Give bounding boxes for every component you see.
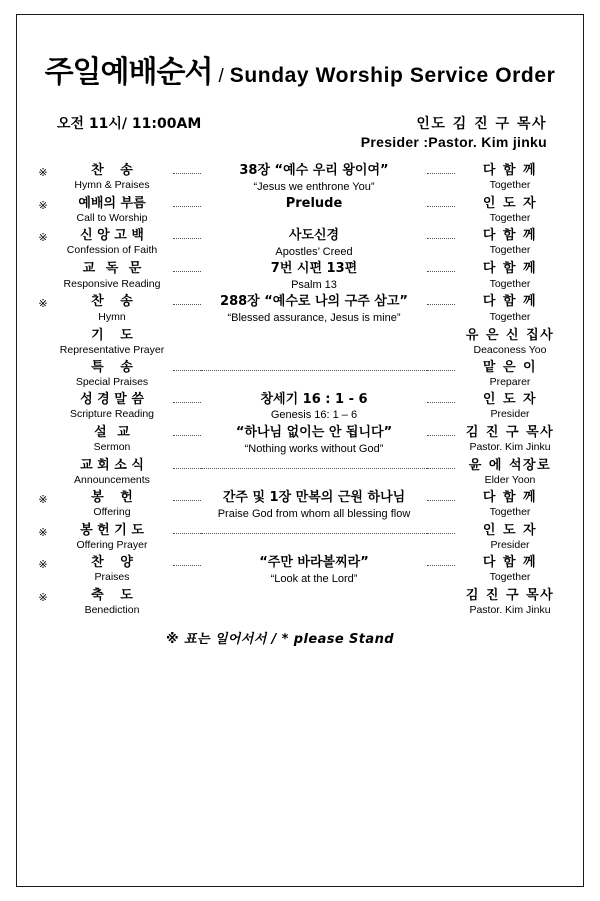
participant-korean: 인 도 자: [482, 391, 538, 407]
participant-english: Together: [489, 212, 531, 225]
order-detail-korean: “주만 바라볼찌라”: [259, 554, 369, 570]
order-item: [51, 328, 173, 358]
order-participant: [455, 555, 565, 585]
order-participant: [455, 228, 565, 258]
service-meta: [35, 113, 565, 157]
stand-marker-icon: [35, 360, 51, 364]
participant-english: Presider: [490, 539, 530, 552]
leader-dots: [173, 555, 201, 566]
order-item-korean: 예배의 부름: [78, 196, 146, 212]
participant-korean: 인 도 자: [482, 196, 538, 212]
order-row: [35, 523, 565, 553]
order-detail-korean: 사도신경: [288, 228, 340, 244]
order-row: [35, 490, 565, 521]
presider-korean: 인도 김 진 구 목사: [416, 116, 547, 132]
document-title: [35, 47, 565, 91]
participant-korean: 김 진 구 목사: [465, 424, 555, 440]
order-row: [35, 228, 565, 259]
order-item-english: Sermon: [93, 440, 131, 453]
order-detail-korean: 창세기 16 : 1 - 6: [260, 391, 368, 407]
order-item-english: Special Praises: [75, 375, 149, 388]
participant-korean: 인 도 자: [482, 522, 538, 538]
order-detail: [201, 261, 427, 292]
order-participant: [455, 458, 565, 488]
leader-dots: [173, 588, 201, 597]
order-row: [35, 458, 565, 488]
leader-dots: [173, 196, 201, 207]
participant-korean: 다 함 께: [482, 228, 538, 244]
order-item: [51, 392, 173, 422]
order-detail: [201, 392, 427, 423]
participant-english: Together: [489, 310, 531, 323]
participant-korean: 다 함 께: [482, 261, 538, 277]
participant-korean: 다 함 께: [482, 294, 538, 310]
leader-dots: [173, 523, 201, 534]
stand-marker-icon: ※: [38, 199, 48, 213]
order-item: [51, 458, 173, 488]
leader-dots: [427, 196, 455, 207]
stand-marker-icon: ※: [38, 297, 48, 311]
service-order-list: [35, 163, 565, 618]
order-participant: [455, 425, 565, 455]
order-item-korean: 신 앙 고 백: [80, 228, 144, 244]
order-row: [35, 196, 565, 226]
participant-english: Together: [489, 179, 531, 192]
stand-marker-icon: [35, 458, 51, 462]
leader-dots: [427, 328, 455, 337]
order-detail: [201, 196, 427, 213]
order-item-english: Offering Prayer: [76, 539, 148, 552]
order-item-korean: 찬 송: [91, 294, 139, 310]
leader-dots: [427, 425, 455, 436]
order-item-korean: 특 송: [91, 359, 139, 375]
order-item-english: Praises: [94, 571, 130, 584]
order-participant: [455, 328, 565, 358]
stand-marker-icon: ※: [38, 166, 48, 179]
order-row: [35, 588, 565, 618]
order-item-korean: 축 도: [91, 588, 139, 604]
order-row: [35, 261, 565, 292]
stand-marker-icon: ※: [38, 231, 48, 245]
service-time: 오전 11시/ 11:00AM: [57, 116, 202, 132]
order-row: [35, 163, 565, 194]
participant-english: Elder Yoon: [484, 474, 536, 487]
order-detail: [201, 555, 427, 586]
order-item-english: Hymn & Praises: [74, 179, 150, 192]
stand-marker-icon: ※: [38, 525, 48, 539]
order-item: [51, 228, 173, 258]
order-detail-english: Genesis 16: 1 – 6: [270, 409, 358, 422]
stand-marker-icon: ※: [38, 557, 48, 571]
order-row: [35, 425, 565, 456]
order-detail: [201, 228, 427, 259]
participant-english: Pastor. Kim Jinku: [469, 440, 551, 453]
order-detail-korean: 38장 “예수 우리 왕이여”: [239, 163, 389, 178]
order-participant: [455, 360, 565, 390]
order-participant: [455, 490, 565, 520]
order-item-korean: 봉 헌: [91, 489, 139, 505]
leader-dots: [427, 523, 455, 534]
participant-english: Preparer: [489, 375, 531, 388]
stand-marker-icon: ※: [38, 591, 48, 605]
order-detail: [201, 360, 427, 371]
order-item-english: Representative Prayer: [59, 343, 165, 356]
stand-marker-icon: [35, 392, 51, 396]
leader-dots: [427, 294, 455, 305]
order-participant: [455, 392, 565, 422]
participant-korean: 유 은 신 집사: [465, 327, 555, 343]
leader-dots: [173, 294, 201, 305]
participant-english: Presider: [490, 407, 530, 420]
order-detail-korean: Prelude: [285, 196, 343, 212]
order-item-english: Scripture Reading: [69, 407, 155, 420]
order-detail-english: “Jesus we enthrone You”: [253, 180, 375, 193]
stand-note: ※ 표는 일어서서 / * please Stand: [166, 631, 394, 647]
participant-korean: 다 함 께: [482, 489, 538, 505]
order-item: [51, 425, 173, 455]
order-row: [35, 392, 565, 423]
title-korean: 주일예배순서: [44, 55, 213, 90]
order-detail: [201, 425, 427, 456]
leader-dots: [173, 261, 201, 272]
order-item: [51, 523, 173, 553]
leader-dots: [173, 328, 201, 337]
leader-dots: [427, 360, 455, 371]
stand-marker-icon: [35, 261, 51, 265]
order-row: [35, 555, 565, 586]
order-participant: [455, 294, 565, 324]
order-item-english: Benediction: [84, 604, 140, 617]
order-item-english: Confession of Faith: [66, 244, 158, 257]
participant-english: Together: [489, 506, 531, 519]
order-item: [51, 490, 173, 520]
participant-korean: 맡 은 이: [482, 359, 538, 375]
bulletin-sheet: [16, 14, 584, 887]
leader-dots: [427, 458, 455, 469]
order-detail-dots: [201, 532, 427, 534]
order-row: [35, 294, 565, 325]
leader-dots: [173, 392, 201, 403]
order-item: [51, 588, 173, 618]
leader-dots: [427, 228, 455, 239]
order-item-korean: 성 경 말 씀: [80, 391, 144, 407]
order-item-korean: 교 독 문: [82, 261, 145, 277]
order-detail: [201, 163, 427, 194]
participant-english: Together: [489, 277, 531, 290]
order-participant: [455, 523, 565, 553]
order-item-english: Responsive Reading: [63, 277, 161, 290]
participant-korean: 다 함 께: [482, 163, 538, 178]
participant-korean: 윤 에 석장로: [468, 457, 552, 473]
leader-dots: [427, 392, 455, 403]
order-row: [35, 328, 565, 358]
order-detail-english: “Look at the Lord”: [270, 572, 358, 585]
order-item: [51, 294, 173, 324]
leader-dots: [173, 360, 201, 371]
presider-english: Presider :Pastor. Kim jinku: [360, 134, 547, 150]
order-item-english: Offering: [93, 506, 131, 519]
stand-marker-icon: ※: [38, 492, 48, 506]
leader-dots: [173, 163, 201, 174]
order-detail-dots: [201, 369, 427, 371]
order-item: [51, 360, 173, 390]
order-detail: [201, 328, 427, 358]
leader-dots: [427, 163, 455, 174]
stand-marker-icon: [35, 328, 51, 332]
participant-english: Together: [489, 571, 531, 584]
participant-english: Together: [489, 244, 531, 257]
order-detail-korean: 간주 및 1장 만복의 근원 하나님: [222, 489, 406, 505]
participant-korean: 다 함 께: [482, 554, 538, 570]
order-detail-korean: “하나님 없이는 안 됩니다”: [235, 424, 393, 440]
order-item: [51, 555, 173, 585]
leader-dots: [427, 555, 455, 566]
order-item-korean: 찬 양: [91, 554, 139, 570]
order-detail-english: “Nothing works without God”: [244, 442, 384, 455]
order-detail: [201, 294, 427, 325]
order-item-english: Hymn: [98, 310, 126, 323]
order-participant: [455, 163, 565, 193]
participant-korean: 김 진 구 목사: [465, 588, 555, 604]
leader-dots: [427, 490, 455, 501]
leader-dots: [427, 261, 455, 272]
leader-dots: [427, 588, 455, 597]
order-item-korean: 봉 헌 기 도: [80, 522, 144, 538]
order-participant: [455, 196, 565, 226]
order-detail: [201, 458, 427, 469]
order-participant: [455, 588, 565, 618]
participant-english: Deaconess Yoo: [473, 343, 547, 356]
order-item-korean: 교 회 소 식: [80, 457, 144, 473]
order-detail-english: Apostles’ Creed: [275, 245, 353, 258]
order-detail-english: Praise God from whom all blessing flow: [217, 507, 411, 520]
order-item: [51, 163, 173, 193]
order-item: [51, 261, 173, 291]
order-detail-dots: [201, 467, 427, 469]
title-english: Sunday Worship Service Order: [229, 64, 556, 87]
order-item-korean: 찬 송: [91, 163, 139, 178]
leader-dots: [173, 425, 201, 436]
stand-marker-icon: [35, 425, 51, 429]
order-detail-korean: 7번 시편 13편: [270, 261, 358, 277]
order-detail: [201, 490, 427, 521]
participant-english: Pastor. Kim Jinku: [469, 604, 551, 617]
order-row: [35, 360, 565, 390]
order-detail-korean: 288장 “예수로 나의 구주 삼고”: [220, 294, 408, 310]
order-detail-english: “Blessed assurance, Jesus is mine”: [227, 312, 401, 325]
leader-dots: [173, 458, 201, 469]
leader-dots: [173, 228, 201, 239]
order-item-english: Announcements: [74, 474, 150, 487]
order-item-korean: 설 교: [94, 424, 133, 440]
order-detail: [201, 523, 427, 534]
order-detail-english: Psalm 13: [291, 279, 337, 292]
order-item: [51, 196, 173, 226]
order-participant: [455, 261, 565, 291]
order-item-korean: 기 도: [91, 327, 139, 343]
order-item-english: Call to Worship: [76, 212, 148, 225]
title-separator: /: [218, 66, 224, 87]
leader-dots: [173, 490, 201, 501]
